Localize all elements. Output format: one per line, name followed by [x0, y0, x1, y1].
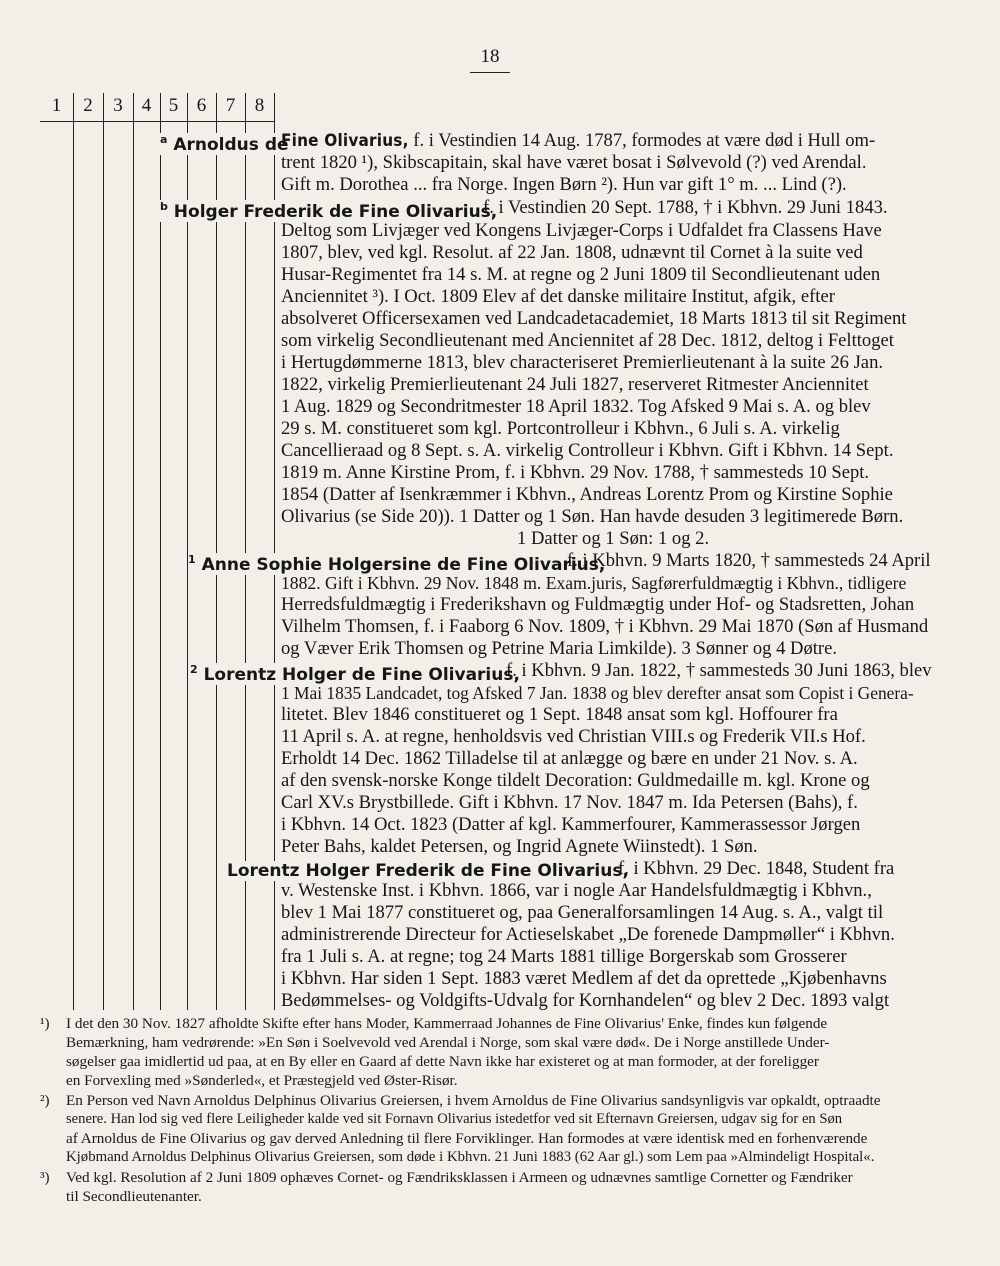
footnote-3 [40, 1168, 960, 1206]
entry-label-text: Holger Frederik de Fine Olivarius, [173, 202, 498, 222]
column-rule [73, 93, 74, 1010]
entry-marker: 2 [190, 663, 198, 676]
entry-line: Fine Olivarius, f. i Vestindien 14 Aug. 1787, formodes at være død i Hull om- [281, 130, 876, 151]
entry-line: og Væver Erik Thomsen og Petrine Maria Limkilde). 3 Sønner og 4 Døtre. [281, 638, 837, 659]
entry-label-text: Lorentz Holger Frederik de Fine Olivarius, [227, 861, 629, 881]
entry-line: Carl XV.s Brystbillede. Gift i Kbhvn. 17 Nov. 1847 m. Ida Petersen (Bahs), f. [281, 792, 858, 813]
entry-line: Cancellieraad og 8 Sept. s. A. virkelig Controlleur i Kbhvn. Gift i Kbhvn. 14 Sept. [281, 440, 894, 461]
column-rule [216, 93, 217, 1010]
column-rule [103, 93, 104, 1010]
entry-line: f. i Kbhvn. 9 Jan. 1822, † sammesteds 30 Juni 1863, blev [506, 660, 932, 681]
entry-line: 1 Datter og 1 Søn: 1 og 2. [517, 528, 710, 549]
column-header-6: 6 [196, 95, 207, 116]
entry-line: Erholdt 14 Dec. 1862 Tilladelse til at anlægge og bære en under 21 Nov. s. A. [281, 748, 858, 769]
entry-line: fra 1 Juli s. A. at regne; tog 24 Marts 1881 tillige Borgerskab som Grosserer [281, 946, 847, 967]
page-number-rule [470, 72, 510, 73]
entry-line: 1819 m. Anne Kirstine Prom, f. i Kbhvn. 29 Nov. 1788, † sammesteds 10 Sept. [281, 462, 870, 483]
entry-line: 11 April s. A. at regne, henholdsvis ved Christian VIII.s og Frederik VII.s Hof. [281, 726, 866, 747]
entry-line: trent 1820 ¹), Skibscapitain, skal have været bosat i Sølvevold (?) ved Arendal. [281, 152, 867, 173]
entry-marker: b [160, 200, 168, 213]
entry-line: Olivarius (se Side 20)). 1 Datter og 1 Søn. Han havde desuden 3 legitimerede Børn. [281, 506, 904, 527]
entry-line: 1822, virkelig Premierlieutenant 24 Juli 1827, reserveret Ritmester Anciennitet [281, 374, 869, 395]
column-header-2: 2 [83, 95, 93, 116]
entry-line: af den svensk-norske Konge tildelt Decoration: Guldmedaille m. kgl. Krone og [281, 770, 870, 791]
entry-line: 1854 (Datter af Isenkræmmer i Kbhvn., Andreas Lorentz Prom og Kirstine Sophie [281, 484, 893, 505]
footnote-line: til Secondlieutenanter. [66, 1188, 202, 1205]
entry-line: Husar-Regimentet fra 14 s. M. at regne og 2 Juni 1809 til Secondlieutenant uden [281, 264, 881, 285]
entry-line: i Kbhvn. Har siden 1 Sept. 1883 været Medlem af det da oprettede „Kjøbenhavns [281, 968, 887, 989]
entry-name: Fine Olivarius, [281, 131, 409, 151]
footnote-mark: ³) [40, 1169, 50, 1186]
footnote-line: Kjøbmand Arnoldus Delphinus Olivarius Greiersen, som døde i Kbhvn. 21 Juni 1883 (62 Aar gl.) som Lem paa »Almindeligt Hospital«. [66, 1149, 875, 1165]
footnote-line: En Person ved Navn Arnoldus Delphinus Olivarius Greiersen, i hvem Arnoldus de Fine Olivarius sandsynligvis var opkaldt, optraadte [66, 1092, 881, 1109]
entry-label-text: Anne Sophie Holgersine de Fine Olivarius, [201, 555, 606, 575]
entry-line: i Hertugdømmerne 1813, blev characteriseret Premierlieutenant à la suite 26 Jan. [281, 352, 884, 373]
footnote-line: senere. Han lod sig ved flere Leiligheder kalde ved sit Fornavn Olivarius istedetfor ved sit Efternavn Greiersen, udgav sig for en Søn [66, 1111, 843, 1127]
footnote-line: af Arnoldus de Fine Olivarius og gav derved Anledning til flere Forviklinger. Han formodes at være identisk med en forhenværende [66, 1130, 868, 1147]
footnote-line: søgelser gaa imidlertid ud paa, at en By eller en Gaard af dette Navn ikke har existeret og at man formoder, at der foreligger [66, 1053, 819, 1070]
column-header-3: 3 [113, 95, 123, 116]
footnote-line: Bemærkning, ham vedrørende: »En Søn i Soelvevold ved Arendal i Norge, som skal være død«. De i Norge anstillede Under- [66, 1034, 830, 1051]
entry-label-text: Lorentz Holger de Fine Olivarius, [203, 665, 520, 685]
entry-line: blev 1 Mai 1877 constitueret og, paa Generalforsamlingen 14 Aug. s. A., valgt til [281, 902, 884, 923]
column-header-5: 5 [168, 95, 179, 116]
entry-line: 1 Aug. 1829 og Secondritmester 18 April 1832. Tog Afsked 9 Mai s. A. og blev [281, 396, 871, 417]
column-rule [160, 93, 161, 1010]
column-rule [133, 93, 134, 1010]
footnotes [40, 1014, 960, 1206]
entry-line: f. i Vestindien 20 Sept. 1788, † i Kbhvn. 29 Juni 1843. [483, 197, 888, 218]
entry-line: 1 Mai 1835 Landcadet, tog Afsked 7 Jan. 1838 og blev derefter ansat som Copist i Genera- [281, 683, 914, 703]
footnote-line: en Forvexling med »Sønderled«, et Præstegjeld ved Øster-Risør. [66, 1072, 458, 1089]
entry-line: som virkelig Secondlieutenant med Anciennitet af 28 Dec. 1812, deltog i Felttoget [281, 330, 894, 351]
entry-line: Anciennitet ³). I Oct. 1809 Elev af det danske militaire Institut, afgik, efter [281, 286, 835, 307]
entry-line: Peter Bahs, kaldet Petersen, og Ingrid Agnete Wiinstedt). 1 Søn. [281, 836, 758, 857]
entry-label [227, 861, 631, 881]
entry-label [160, 133, 291, 155]
entry-line: Bedømmelses- og Voldgifts-Udvalg for Kornhandelen“ og blev 2 Dec. 1893 valgt [281, 990, 890, 1011]
entry-line: i Kbhvn. 14 Oct. 1823 (Datter af kgl. Kammerfourer, Kammerassessor Jørgen [281, 814, 861, 835]
entry-line: 1882. Gift i Kbhvn. 29 Nov. 1848 m. Exam.juris, Sagførerfuldmægtig i Kbhvn., tidligere [281, 573, 907, 593]
column-header-4: 4 [141, 95, 152, 116]
entry-line: administrerende Directeur for Actieselskabet „De forenede Dampmøller“ i Kbhvn. [281, 924, 895, 945]
entry-line: v. Westenske Inst. i Kbhvn. 1866, var i nogle Aar Handelsfuldmægtig i Kbhvn., [281, 880, 872, 901]
entry-line: Vilhelm Thomsen, f. i Faaborg 6 Nov. 1809, † i Kbhvn. 29 Mai 1870 (Søn af Husmand [281, 616, 929, 637]
entry-line: absolveret Officersexamen ved Landcadetacademiet, 18 Marts 1813 til sit Regiment [281, 308, 907, 329]
header-rule [40, 121, 275, 122]
entry-marker: a [160, 133, 168, 146]
entry-label [160, 200, 499, 222]
footnote-mark: ²) [40, 1092, 50, 1109]
column-header-8: 8 [254, 95, 265, 116]
entry-line: f. i Kbhvn. 9 Marts 1820, † sammesteds 24 April [567, 550, 931, 571]
footnote-1 [40, 1014, 960, 1090]
entry-line: Gift m. Dorothea ... fra Norge. Ingen Børn ²). Hun var gift 1° m. ... Lind (?). [281, 174, 847, 195]
footnote-mark: ¹) [40, 1015, 50, 1032]
entry-line: Deltog som Livjæger ved Kongens Livjæger-Corps i Udfaldet fra Classens Have [281, 220, 882, 241]
entry-line: 29 s. M. constitueret som kgl. Portcontrolleur i Kbhvn., 6 Juli s. A. virkelig [281, 418, 840, 439]
column-header-7: 7 [225, 95, 236, 116]
footnote-2 [40, 1091, 960, 1167]
entry-line: f. i Kbhvn. 29 Dec. 1848, Student fra [618, 858, 895, 879]
footnote-line: Ved kgl. Resolution af 2 Juni 1809 ophæves Cornet- og Fændriksklassen i Armeen og udnævnes samtlige Cornetter og Fændriker [66, 1169, 853, 1186]
entry-marker: 1 [188, 553, 196, 566]
footnote-line: I det den 30 Nov. 1827 afholdte Skifte efter hans Moder, Kammerraad Johannes de Fine Olivarius' Enke, findes kun følgende [66, 1015, 828, 1032]
entry-label-text: Arnoldus de [173, 135, 289, 155]
entry-line: Herredsfuldmægtig i Frederikshavn og Fuldmægtig under Hof- og Stadsretten, Johan [281, 594, 915, 615]
page-number: 18 [480, 46, 500, 67]
entry-line: litetet. Blev 1846 constitueret og 1 Sept. 1848 ansat som kgl. Hoffourer fra [281, 704, 838, 725]
column-rule [187, 93, 188, 1010]
column-header-1: 1 [51, 95, 62, 116]
entry-line: 1807, blev, ved kgl. Resolut. af 22 Jan. 1808, udnævnt til Cornet à la suite ved [281, 242, 863, 263]
